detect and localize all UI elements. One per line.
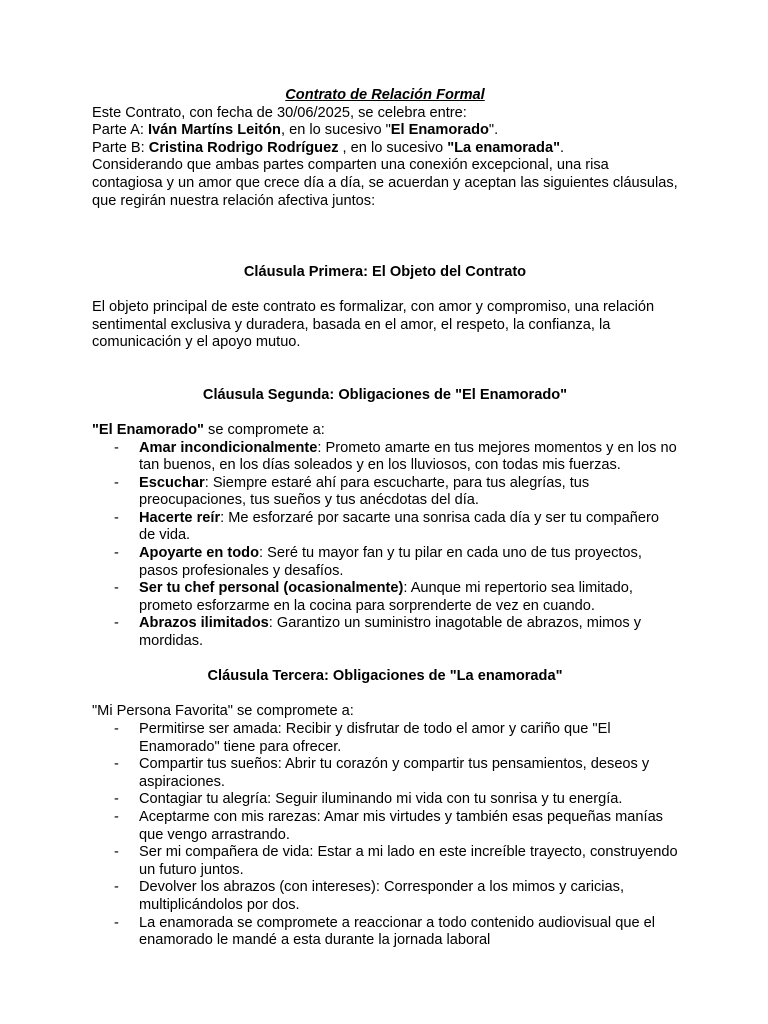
obligation-text: Contagiar tu alegría: Seguir iluminando mi vida con tu sonrisa y tu energía.	[139, 791, 623, 808]
list-dash: -	[114, 844, 119, 861]
list-dash: -	[114, 756, 119, 773]
list-dash: -	[114, 879, 119, 896]
obligation-term: Apoyarte en todo	[139, 545, 259, 562]
party-a-prefix: Parte A:	[92, 122, 148, 139]
spacer	[92, 246, 678, 264]
spacer	[92, 281, 678, 299]
list-dash: -	[114, 474, 119, 491]
list-item	[92, 545, 678, 580]
clause-2-lead-rest: se compromete a:	[203, 421, 325, 438]
party-a-alias: El Enamorado	[390, 122, 489, 139]
obligation-text: La enamorada se compromete a reaccionar a todo contenido audiovisual que el enamorado le mandé a esta durante la jornada laboral	[139, 914, 655, 949]
clause-2-heading: Cláusula Segunda: Obligaciones de "El Enamorado"	[202, 386, 568, 403]
clause-3-obligations-list	[92, 721, 678, 950]
obligation-term: Escuchar	[139, 474, 205, 491]
document-title: Contrato de Relación Formal	[285, 87, 485, 103]
contract-date-line	[92, 105, 678, 123]
obligation-text: Aceptarme con mis rarezas: Amar mis virtudes y también esas pequeñas manías que vengo arrastrando.	[139, 808, 663, 843]
list-item	[92, 580, 678, 615]
list-dash: -	[114, 545, 119, 562]
party-a-end: ".	[488, 122, 499, 139]
party-b-prefix: Parte B:	[92, 139, 149, 156]
obligation-text: : Me esforzaré por sacarte una sonrisa cada día y ser tu compañero de vida.	[139, 509, 659, 544]
party-a-name: Iván Martíns Leitón	[147, 122, 281, 139]
date-suffix: , se celebra entre:	[350, 104, 467, 121]
obligation-term: Hacerte reír	[139, 509, 221, 526]
party-b-line	[92, 140, 678, 158]
list-dash: -	[114, 580, 119, 597]
contract-date: 30/06/2025	[276, 104, 351, 121]
party-b-end: .	[560, 139, 565, 156]
spacer	[92, 686, 678, 704]
clause-1-body: El objeto principal de este contrato es formalizar, con amor y compromiso, una relación sentimental exclusiva y duradera, basada en el amor, el respeto, la confianza, la comunicación y el apoyo mutuo.	[92, 298, 655, 351]
party-a-line	[92, 122, 678, 140]
considering-paragraph: Considerando que ambas partes comparten una conexión excepcional, una risa contagiosa y un amor que crece día a día, se acuerdan y aceptan las siguientes cláusulas, que regirán nuestra relación afectiva juntos:	[92, 157, 678, 209]
list-item	[92, 915, 678, 950]
obligation-text: Ser mi compañera de vida: Estar a mi lado en este increíble trayecto, construyendo un futuro juntos.	[139, 844, 678, 878]
list-item	[92, 809, 678, 844]
party-b-name: Cristina Rodrigo Rodríguez	[148, 139, 339, 156]
list-item	[92, 510, 678, 545]
obligation-text: : Aunque mi repertorio sea limitado, prometo esforzarme en la cocina para sorprenderte de vez en cuando.	[139, 580, 633, 614]
list-dash: -	[114, 808, 119, 825]
list-item	[92, 879, 678, 914]
obligation-text: : Siempre estaré ahí para escucharte, para tus alegrías, tus preocupaciones, tus sueños y tus anécdotas del día.	[139, 474, 590, 509]
list-dash: -	[114, 791, 119, 808]
party-a-middle: , en lo sucesivo "	[280, 122, 391, 139]
spacer	[92, 352, 678, 387]
obligation-term: Ser tu chef personal (ocasionalmente)	[139, 580, 404, 597]
obligation-text: Compartir tus sueños: Abrir tu corazón y compartir tus pensamientos, deseos y aspiraciones.	[139, 756, 650, 790]
list-item	[92, 440, 678, 475]
list-item	[92, 615, 678, 650]
obligation-text: : Seré tu mayor fan y tu pilar en cada uno de tus proyectos, pasos profesionales y desafíos.	[139, 545, 642, 579]
obligation-term: Abrazos ilimitados	[139, 615, 269, 632]
clause-2-lead	[92, 422, 678, 440]
clause-3-heading: Cláusula Tercera: Obligaciones de "La enamorada"	[207, 668, 563, 685]
obligation-text: : Prometo amarte en tus mejores momentos y en los no tan buenos, en los días soleados y en los lluviosos, con todas mis fuerzas.	[139, 439, 677, 474]
list-dash: -	[114, 439, 119, 456]
obligation-text: : Garantizo un suministro inagotable de abrazos, mimos y mordidas.	[139, 615, 642, 650]
spacer	[92, 651, 678, 669]
list-dash: -	[114, 914, 119, 931]
clause-2-obligations-list	[92, 440, 678, 651]
obligation-text: Permitirse ser amada: Recibir y disfrutar de todo el amor y cariño que "El Enamorado" tiene para ofrecer.	[139, 721, 611, 755]
party-b-middle: , en lo sucesivo	[338, 139, 448, 156]
obligation-text: Devolver los abrazos (con intereses): Corresponder a los mimos y caricias, multiplicándolos por dos.	[139, 879, 625, 913]
list-dash: -	[114, 721, 119, 737]
list-item	[92, 844, 678, 879]
clause-1-heading: Cláusula Primera: El Objeto del Contrato	[243, 263, 527, 280]
clause-3-lead: "Mi Persona Favorita" se compromete a:	[92, 703, 354, 720]
list-item	[92, 475, 678, 510]
party-b-alias: "La enamorada"	[447, 139, 560, 156]
obligation-term: Amar incondicionalmente	[139, 439, 318, 456]
list-dash: -	[114, 509, 119, 526]
date-prefix: Este Contrato, con fecha de	[92, 104, 277, 121]
spacer	[92, 210, 678, 246]
list-item	[92, 756, 678, 791]
list-item	[92, 721, 678, 756]
list-dash: -	[114, 615, 119, 632]
clause-2-lead-party: "El Enamorado"	[92, 421, 204, 438]
list-item	[92, 791, 678, 809]
spacer	[92, 404, 678, 422]
contract-document	[92, 87, 678, 950]
